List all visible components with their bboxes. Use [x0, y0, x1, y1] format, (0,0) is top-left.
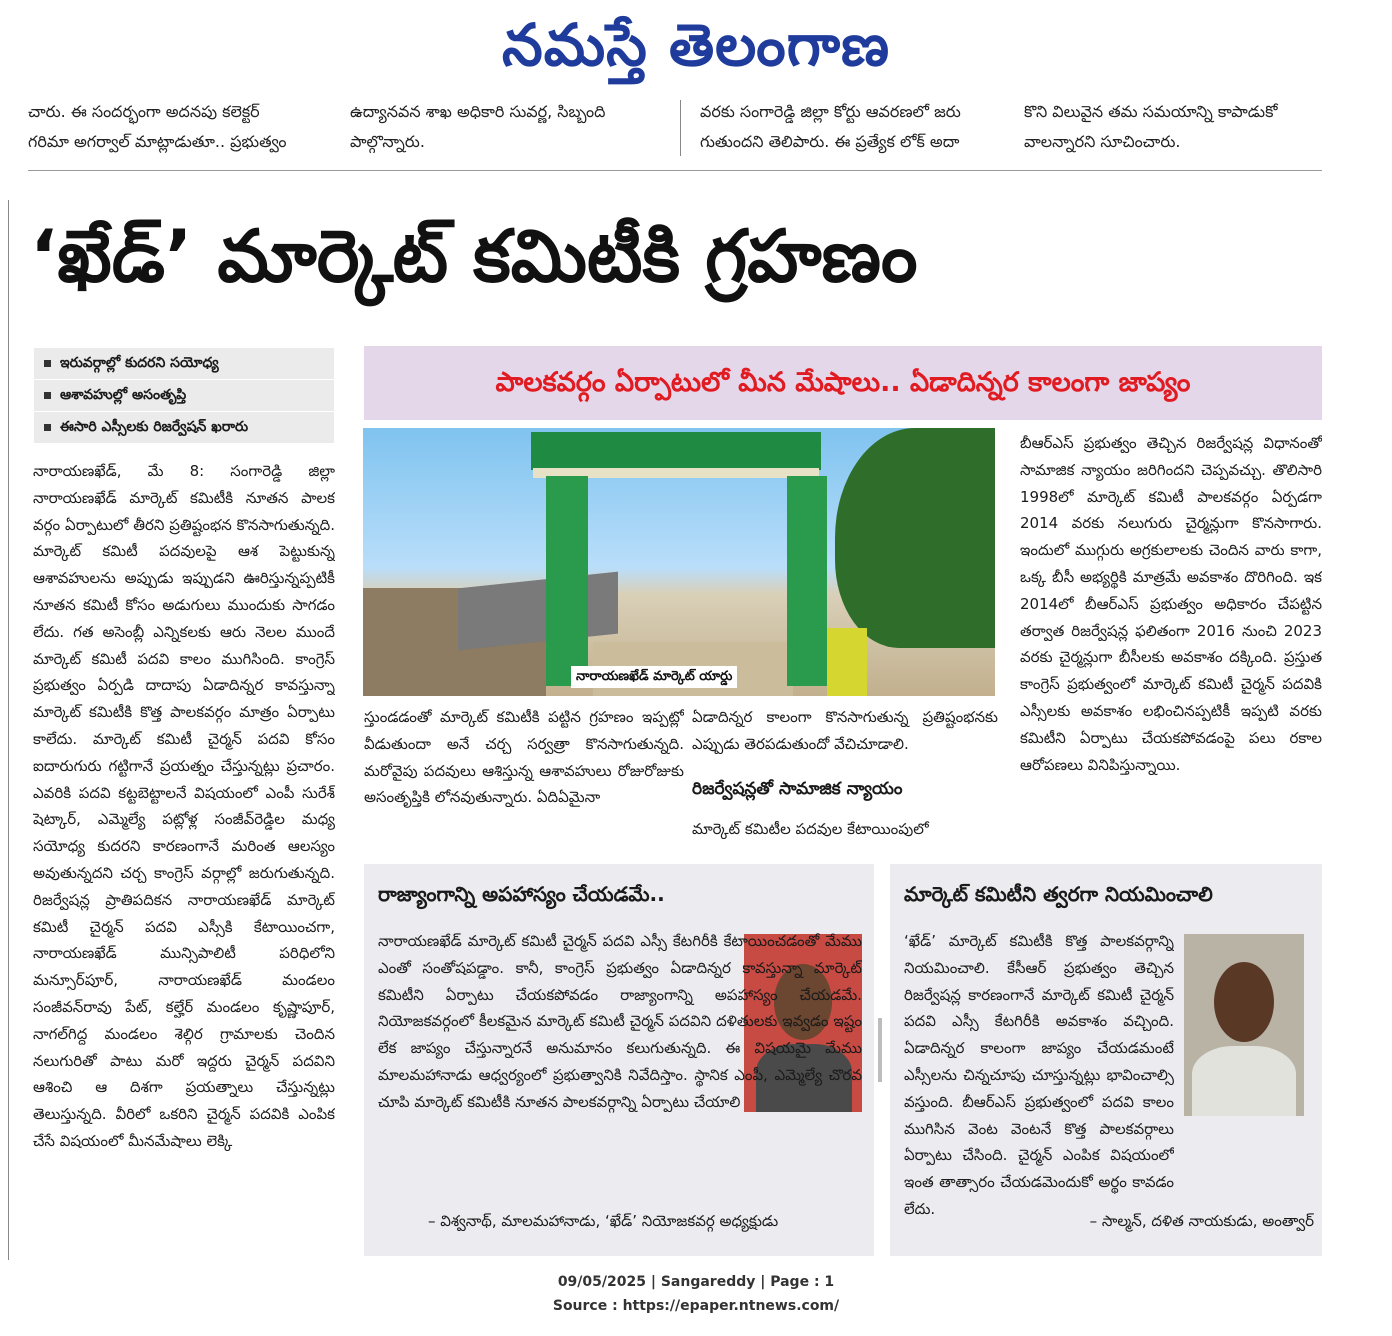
section-rule [28, 170, 1322, 171]
photo-tree [835, 428, 995, 648]
bullet-icon [44, 360, 51, 367]
page-margin-line [8, 200, 9, 1260]
scroll-handle[interactable] [878, 1018, 882, 1082]
strip-line: చారు. ఈ సందర్భంగా అదనపు కలెక్టర్ [28, 102, 260, 121]
body-paragraph: నారాయణఖేడ్, మే 8: సంగారెడ్డి జిల్లా నారాయణఖేడ్ మార్కెట్ కమిటీకి నూతన పాలక వర్గం ఏర్పాటులో తీరని ప్రతిష్టంభన కొనసాగుతున్నది. మార్కెట్ కమిటీ పదవులపై ఆశ పెట్టుకున్న ఆశావహులను అప్పుడు ఇప్పుడని ఊరిస్తున్నప్పటికీ నూతన కమిటీ కోసం అడుగులు ముందుకు సాగడం లేదు. గత అసెంబ్లీ ఎన్నికలకు ఆరు నెలల ముందే మార్కెట్ కమిటీ పదవి కాలం ముగిసింది. కాంగ్రెస్ ప్రభుత్వం ఏర్పడి దాదాపు ఏడాదిన్నర కావస్తున్నా మార్కెట్ కమిటీకి కొత్త పాలకవర్గం మాత్రం ఏర్పాటు కాలేదు. మార్కెట్ కమిటీ చైర్మన్ పదవి కోసం ఐదారుగురు గట్టిగానే ప్రయత్నం చేస్తున్నట్లు ప్రచారం. ఎవరికి పదవి కట్టబెట్టాలనే విషయంలో ఎంపీ సురేశ్ షెట్కార్, ఎమ్మెల్యే పట్లోళ్ల సంజీవ్‌రెడ్డిల మధ్య సయోధ్య కుదరని కారణంగానే మరింత ఆలస్యం అవుతున్నదని చర్చ కాంగ్రెస్ వర్గాల్లో జరుగుతున్నది. రిజర్వేషన్ల ప్రాతిపదికన నారాయణఖేడ్ మార్కెట్ కమిటీ చైర్మన్ పదవి ఎస్సీకి కేటాయించగా, నారాయణఖేడ్ మున్సిపాలిటీ పరిధిలోని మన్సూర్‌పూర్, నారాయణఖేడ్ మండలం సంజీవన్‌రావు పేట్, కల్హేర్ మండలం కృష్ణాపూర్, నాగల్‌గిద్ద మండలం శెల్గిర గ్రామాలకు చెందిన నలుగురితో పాటు మరో ఇద్దరు చైర్మన్ పదవిని ఆశించి ఆ దిశగా ప్రయత్నాలు చేస్తున్నట్లు తెలుస్తున్నది. వీరిలో ఒకరిని చైర్మన్ పదవికి ఎంపిక చేసే విషయంలో మీనమేషాలు లెక్కి [33, 462, 335, 1150]
bullet-text: ఇరువర్గాల్లో కుదరని సయోధ్య [60, 355, 219, 371]
strip-line: గుతుందని తెలిపారు. ఈ ప్రత్యేక లోక్ అదా [700, 132, 960, 151]
photo-pillar-right [787, 476, 827, 686]
article-headline: ‘ఖేడ్’ మార్కెట్ కమిటీకి గ్రహణం [30, 214, 918, 298]
strip-line: కొని విలువైన తమ సమయాన్ని కాపాడుకో [1024, 102, 1278, 121]
footer-source-line: Source : https://epaper.ntnews.com/ [552, 1298, 840, 1314]
body-paragraph: బీఆర్ఎస్ ప్రభుత్వం తెచ్చిన రిజర్వేషన్ల విధానంతో సామాజిక న్యాయం జరిగిందని చెప్పవచ్చు. తొలిసారి 1998లో మార్కెట్ కమిటీ పాలకవర్గం ఏర్పడగా 2014 వరకు నలుగురు చైర్మన్లుగా కొనసాగారు. ఇందులో ముగ్గురు అగ్రకులాలకు చెందిన వారు కాగా, ఒక్క బీసీ అభ్యర్థికి మాత్రమే అవకాశం దొరిగింది. ఇక 2014లో బీఆర్ఎస్ ప్రభుత్వం అధికారం చేపట్టిన తర్వాత రిజర్వేషన్ల ఫలితంగా 2016 నుంచి 2023 వరకు చైర్మన్లుగా బీసీలకు అవకాశం దక్కింది. ప్రస్తుత కాంగ్రెస్ ప్రభుత్వంలో మార్కెట్ కమిటీ చైర్మన్ పదవికి ఎస్సీలకు అవకాశం లభించినప్పటికీ ఇప్పటి వరకు కమిటీని ఏర్పాటు చేయకపోవడంపై పలు రకాల ఆరోపణలు వినిపిస్తున్నాయి. [1020, 434, 1322, 774]
top-strip-col-1 [28, 97, 328, 157]
column-divider [680, 100, 681, 156]
article-body-right [1020, 430, 1322, 848]
article-body-left [33, 458, 335, 1256]
masthead-title: నమస్తే తెలంగాణ [502, 11, 890, 79]
body-paragraph: మార్కెట్ కమిటీల పదవుల కేటాయింపులో [692, 820, 929, 838]
bullet-icon [44, 424, 51, 431]
bullet-icon [44, 392, 51, 399]
strip-line: వాలన్నారని సూచించారు. [1024, 132, 1181, 151]
quote-box-right [890, 864, 1322, 1256]
portrait-face [1214, 962, 1274, 1042]
quote-text: నారాయణఖేడ్ మార్కెట్ కమిటీ చైర్మన్ పదవి ఎస్సీ కేటగిరీకి కేటాయించడంతో మేము ఎంతో సంతోషపడ్డాం. కానీ, కాంగ్రెస్ ప్రభుత్వం ఏడాదిన్నర కావస్తున్నా మార్కెట్ కమిటీని ఏర్పాటు చేయకపోవడం రాజ్యాంగాన్ని అపహాస్యం చేయడమే. నియోజకవర్గంలో కీలకమైన మార్కెట్ కమిటీ చైర్మన్ పదవిని దళితులకు ఇవ్వడం ఇష్టం లేక జాప్యం చేస్తున్నారనే అనుమానం కలుగుతున్నది. ఈ విషయమై మేము మాలమహానాడు ఆధ్వర్యంలో ప్రభుత్వానికి నివేదిస్తాం. స్థానిక ఎంపీ, ఎమ్మెల్యే చొరవ చూపి మార్కెట్ కమిటీకి నూతన పాలకవర్గాన్ని ఏర్పాటు చేయాలి [378, 932, 862, 1111]
article-body-mid2b [692, 816, 998, 846]
bullet-item [34, 348, 334, 380]
bullet-text: ఈసారి ఎస్సీలకు రిజర్వేషన్ ఖరారు [60, 419, 249, 435]
bullet-item [34, 412, 334, 444]
photo-gate-wall [827, 628, 867, 696]
article-subheadline: పాలకవర్గం ఏర్పాటులో మీన మేషాలు.. ఏడాదిన్నర కాలంగా జాప్యం [364, 346, 1322, 420]
quote-box-left [364, 864, 874, 1256]
market-yard-photo [363, 428, 995, 696]
article-body-mid2 [692, 704, 998, 764]
quote-body [904, 928, 1174, 1228]
highlight-bullets [34, 348, 334, 444]
body-paragraph: స్తుండడంతో మార్కెట్ కమిటీకి పట్టిన గ్రహణం ఇప్పట్లో వీడుతుందా అనే చర్చ సర్వత్రా కొనసాగుతున్నది. మరోవైపు పదవులు ఆశిస్తున్న ఆశావహులు రోజురోజుకు అసంతృప్తికి లోనవుతున్నారు. ఏదిఏమైనా [364, 708, 684, 807]
footer-date-line: 09/05/2025 | Sangareddy | Page : 1 [557, 1274, 835, 1290]
portrait-body [1192, 1046, 1296, 1116]
strip-line: పాల్గొన్నారు. [350, 132, 425, 151]
quote-title: మార్కెట్ కమిటీని త్వరగా నియమించాలి [904, 882, 1213, 906]
photo-pillar-left [546, 476, 588, 686]
top-strip-col-3 [700, 97, 1005, 157]
body-paragraph: ఏడాదిన్నర కాలంగా కొనసాగుతున్న ప్రతిష్టంభనకు ఎప్పుడు తెరపడుతుందో వేచిచూడాలి. [692, 708, 998, 753]
top-strip-col-2 [350, 97, 660, 157]
photo-arch [531, 432, 821, 470]
quote-title: రాజ్యాంగాన్ని అపహాస్యం చేయడమే.. [378, 882, 665, 906]
bullet-text: ఆశావహుల్లో అసంతృప్తి [60, 387, 187, 403]
strip-line: ఉద్యానవన శాఖ అధికారి సువర్ణ, సిబ్బంది [350, 102, 606, 121]
section-subheading: రిజర్వేషన్లతో సామాజిక న్యాయం [692, 779, 903, 799]
photo-caption: నారాయణఖేడ్ మార్కెట్ యార్డు [571, 666, 737, 688]
top-strip-col-4 [1024, 97, 1324, 157]
strip-line: గరిమా అగర్వాల్ మాట్లాడుతూ.. ప్రభుత్వం [28, 132, 287, 151]
quote-credit: – విశ్వనాథ్, మాలమహానాడు, ‘ఖేడ్’ నియోజకవర్గ అధ్యక్షుడు [428, 1212, 779, 1230]
quote-credit: – సాల్మన్, దళిత నాయకుడు, అంత్వార్ [1089, 1212, 1314, 1230]
quote-body [378, 928, 862, 1206]
portrait-photo [1184, 934, 1304, 1116]
bullet-item [34, 380, 334, 412]
strip-line: వరకు సంగారెడ్డి జిల్లా కోర్టు ఆవరణలో జరు [700, 102, 961, 121]
article-body-mid [364, 704, 684, 844]
quote-text: ‘ఖేడ్’ మార్కెట్ కమిటీకి కొత్త పాలకవర్గాన్ని నియమించాలి. కేసీఆర్ ప్రభుత్వం తెచ్చిన రిజర్వేషన్ల కారణంగానే మార్కెట్ కమిటీ చైర్మన్ పదవి ఎస్సీ కేటగిరీకి అవకాశం వచ్చింది. ఏడాదిన్నర కాలంగా జాప్యం చేయడమంటే ఎస్సీలను చిన్నచూపు చూస్తున్నట్లు భావించాల్సి వస్తుంది. బీఆర్ఎస్ ప్రభుత్వంలో పదవి కాలం ముగిసిన వెంట వెంటనే కొత్త పాలకవర్గాలు ఏర్పాటు చేసింది. చైర్మన్ ఎంపిక విషయంలో ఇంత తాత్సారం చేయడమెందుకో అర్థం కావడం లేదు. [904, 932, 1174, 1218]
photo-shed [458, 572, 618, 651]
